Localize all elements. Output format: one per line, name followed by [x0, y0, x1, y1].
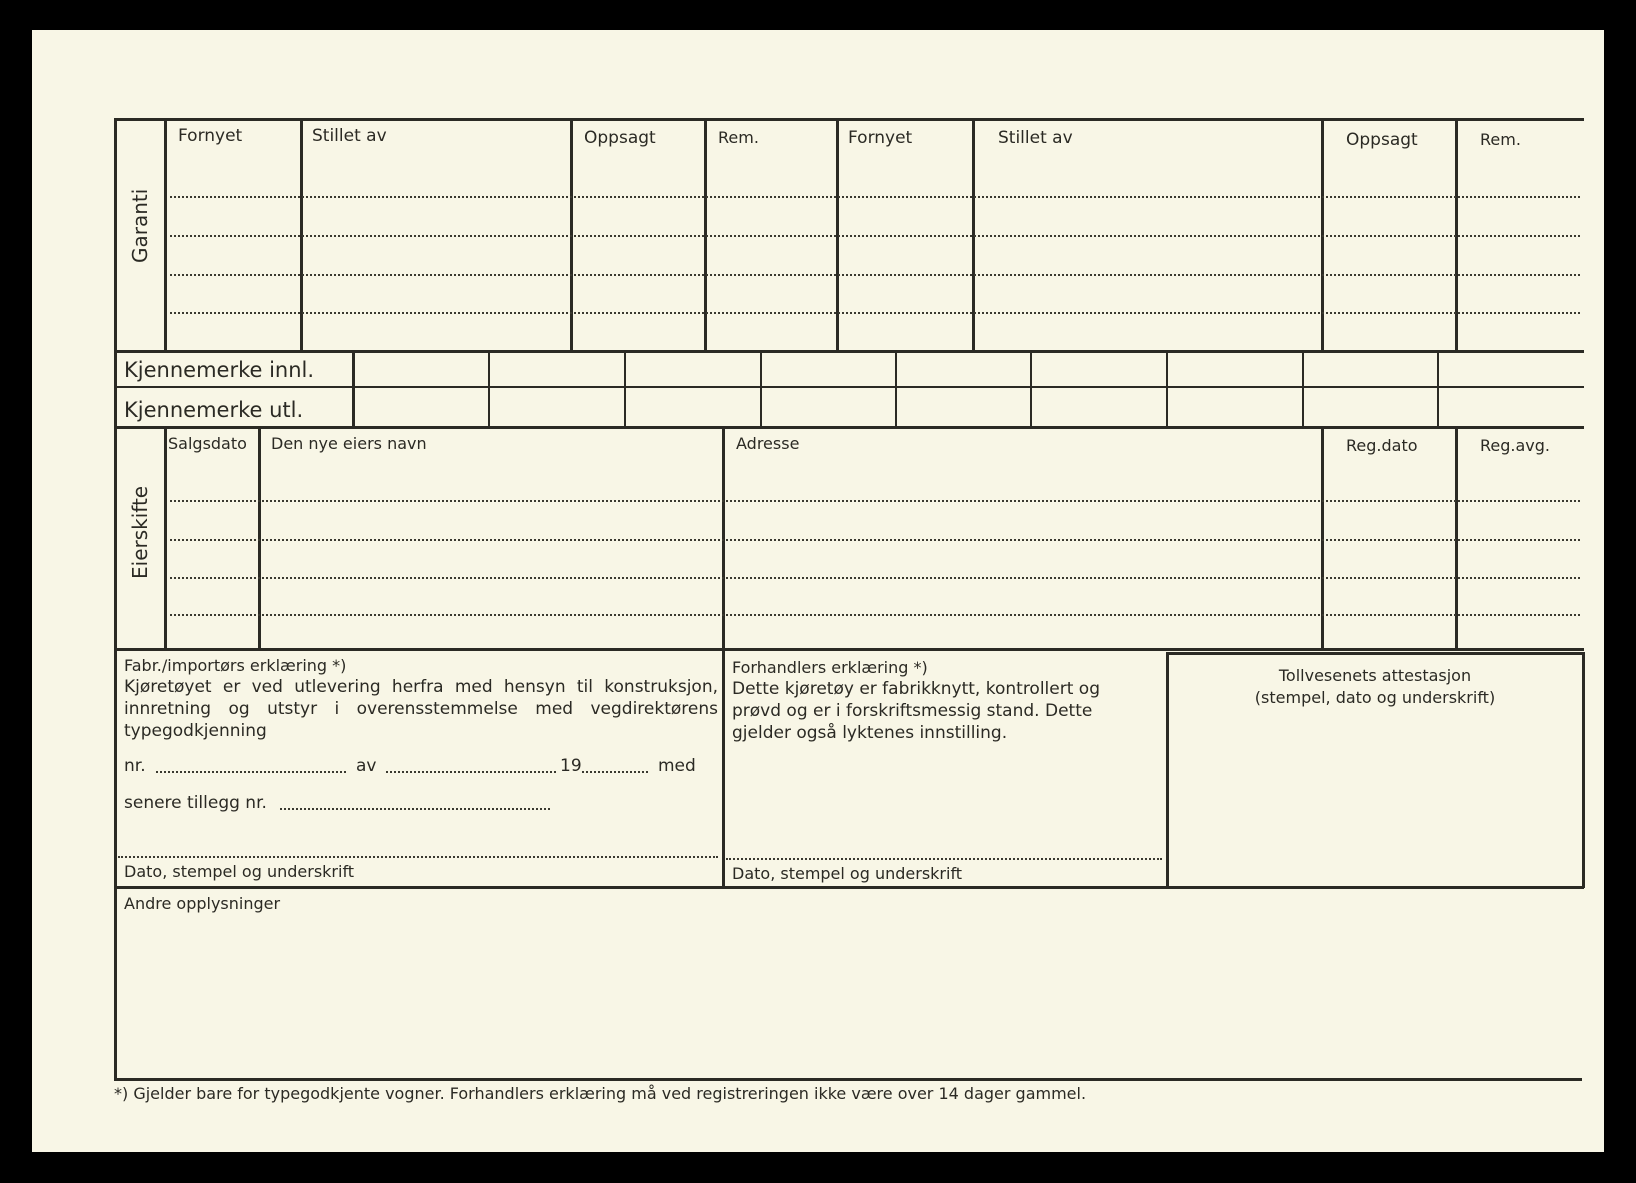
kjennemerke-divider — [1166, 350, 1168, 426]
fabr-body: Kjøretøyet er ved utlevering herfra med hensyn til konstruksjon, innretning og utstyr i overensstemmelse med vegdirektørens typegodkjenning — [124, 677, 718, 741]
fabr-senere-label: senere tillegg nr. — [124, 793, 267, 813]
garanti-divider — [1321, 118, 1324, 350]
kjennemerke-divider — [352, 350, 355, 426]
fabr-av-field[interactable] — [386, 771, 556, 773]
garanti-row-line — [170, 196, 1580, 198]
kjennemerke-divider — [488, 350, 490, 426]
section-divider — [114, 886, 1584, 889]
eierskifte-row-line — [170, 614, 1580, 616]
header-fornyet: Fornyet — [178, 126, 243, 146]
fabr-med-label: med — [658, 756, 696, 776]
toll-title: Tollvesenets attestasjon — [1278, 666, 1472, 685]
header-fornyet: Fornyet — [848, 128, 913, 148]
eierskifte-row-line — [170, 539, 1580, 541]
toll-right-border — [1582, 652, 1585, 888]
kjennemerke-divider — [1030, 350, 1032, 426]
header-stillet-av: Stillet av — [998, 128, 1073, 148]
top-border — [114, 118, 1584, 121]
header-stillet-av: Stillet av — [312, 126, 387, 146]
kjennemerke-innl-label: Kjennemerke innl. — [124, 358, 315, 382]
garanti-row-line — [170, 274, 1580, 276]
section-divider — [114, 350, 1584, 353]
header-reg-avg: Reg.avg. — [1480, 436, 1550, 455]
header-rem: Rem. — [1480, 130, 1521, 149]
forhandler-signature-label: Dato, stempel og underskrift — [732, 864, 963, 883]
kjennemerke-divider — [895, 350, 897, 426]
header-oppsagt: Oppsagt — [584, 128, 656, 148]
garanti-divider — [300, 118, 303, 350]
header-eiers-navn: Den nye eiers navn — [271, 434, 427, 453]
footnote: *) Gjelder bare for typegodkjente vogner. Forhandlers erklæring må ved registreringen ikke være over 14 dager gammel. — [114, 1084, 1087, 1103]
forhandler-signature-line — [726, 858, 1162, 860]
eierskifte-row-line — [170, 577, 1580, 579]
erklaering-divider — [1166, 652, 1169, 888]
fabr-signature-line — [118, 856, 718, 858]
garanti-divider — [1455, 118, 1458, 350]
header-rem: Rem. — [718, 128, 759, 147]
eierskifte-side-label: Eierskifte — [128, 485, 152, 579]
form-grid — [84, 90, 1584, 1103]
kjennemerke-divider — [1302, 350, 1304, 426]
kjennemerke-divider — [624, 350, 626, 426]
bottom-border — [114, 1078, 1582, 1081]
header-adresse: Adresse — [736, 434, 800, 453]
fabr-title: Fabr./importørs erklæring *) — [124, 656, 347, 675]
header-reg-dato: Reg.dato — [1346, 436, 1418, 455]
toll-subtitle: (stempel, dato og underskrift) — [1254, 688, 1496, 707]
fabr-nr-label: nr. — [124, 756, 146, 776]
kjennemerke-utl-label: Kjennemerke utl. — [124, 398, 304, 422]
fabr-year-field[interactable] — [582, 771, 648, 773]
forhandler-title: Forhandlers erklæring *) — [732, 658, 928, 677]
fabr-year-label: 19 — [560, 756, 582, 776]
kjennemerke-divider — [760, 350, 762, 426]
toll-top-border — [1166, 652, 1584, 655]
garanti-divider — [704, 118, 707, 350]
garanti-divider — [570, 118, 573, 350]
registration-card — [32, 30, 1604, 1152]
eierskifte-divider — [164, 426, 167, 648]
left-border — [114, 118, 117, 1080]
forhandler-body: Dette kjøretøy er fabrikknytt, kontrollert og prøvd og er i forskriftsmessig stand. Dette gjelder også lyktenes innstilling. — [732, 679, 1100, 743]
kjennemerke-mid-line — [114, 386, 1584, 388]
header-salgsdato: Salgsdato — [168, 434, 247, 453]
garanti-divider — [972, 118, 975, 350]
garanti-row-line — [170, 312, 1580, 314]
fabr-signature-label: Dato, stempel og underskrift — [124, 862, 355, 881]
section-divider — [114, 426, 1584, 429]
garanti-side-label: Garanti — [128, 188, 152, 263]
header-oppsagt: Oppsagt — [1346, 130, 1418, 150]
garanti-divider — [836, 118, 839, 350]
kjennemerke-divider — [1437, 350, 1439, 426]
section-divider — [114, 648, 1584, 651]
eierskifte-row-line — [170, 500, 1580, 502]
erklaering-divider — [722, 650, 725, 888]
fabr-av-label: av — [356, 756, 377, 776]
fabr-senere-field[interactable] — [280, 808, 550, 810]
garanti-row-line — [170, 235, 1580, 237]
fabr-nr-field[interactable] — [156, 771, 346, 773]
garanti-divider — [164, 118, 167, 350]
andre-label: Andre opplysninger — [124, 894, 281, 913]
